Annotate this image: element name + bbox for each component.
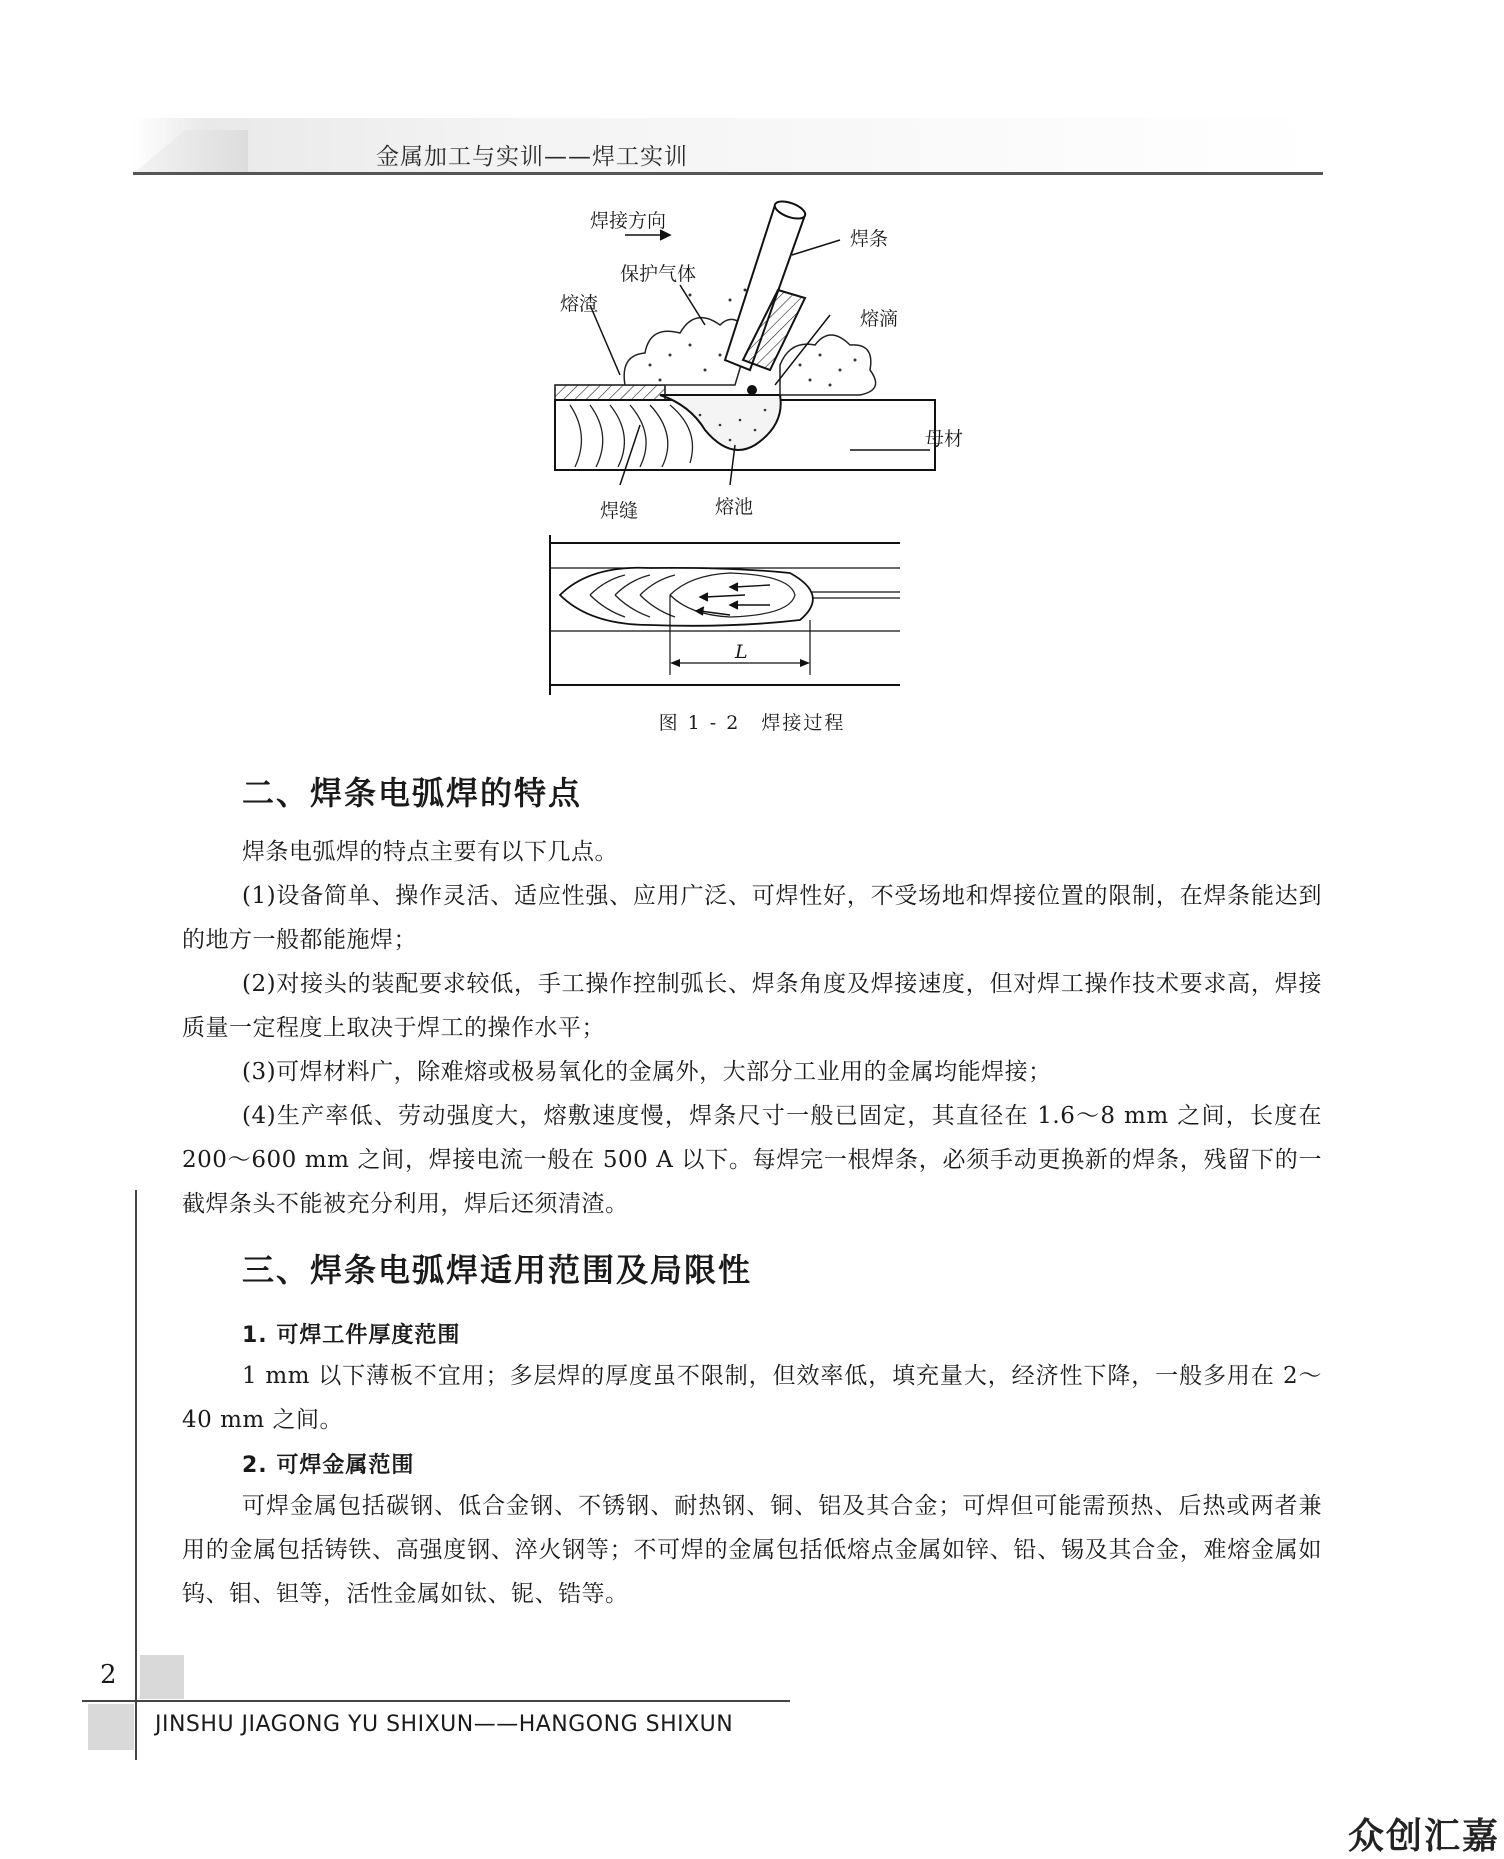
paragraph-item-4: (4)生产率低、劳动强度大，熔敷速度慢，焊条尺寸一般已固定，其直径在 1.6～8 mm 之间，长度在 200～600 mm 之间，焊接电流一般在 500 A 以下。每焊完一根焊条，必须手动更换新的焊条，残留下的一截焊条头不能被充分利用，焊后还须清渣。 [182, 1103, 1322, 1217]
paragraph-metals: 可焊金属包括碳钢、低合金钢、不锈钢、耐热钢、铜、铝及其合金；可焊但可能需预热、后热或两者兼用的金属包括铸铁、高强度钢、淬火钢等；不可焊的金属包括低熔点金属如锌、铅、锡及其合金，难熔金属如钨、钼、钽等，活性金属如钛、铌、锆等。 [182, 1493, 1322, 1607]
section-heading-characteristics: 二、焊条电弧焊的特点 [242, 774, 583, 812]
paragraph-intro: 焊条电弧焊的特点主要有以下几点。 [242, 839, 618, 865]
footer-square-decoration [88, 1704, 134, 1750]
plan-view-diagram [550, 535, 900, 695]
header-rule [133, 172, 1323, 175]
running-footer-title: JINSHU JIAGONG YU SHIXUN——HANGONG SHIXUN [155, 1712, 734, 1737]
label-base-metal: 母材 [925, 428, 964, 450]
electrode-rod [725, 198, 807, 370]
subheading-thickness: 1. 可焊工件厚度范围 [242, 1323, 461, 1348]
footer-square-decoration [140, 1655, 184, 1699]
figure-caption: 图 1 - 2 焊接过程 [658, 712, 846, 734]
droplet-dot [747, 385, 757, 395]
slag-layer [555, 385, 665, 400]
label-electrode: 焊条 [850, 228, 889, 250]
label-length: L [735, 641, 748, 663]
label-shield-gas: 保护气体 [620, 263, 697, 285]
label-molten-pool: 熔池 [715, 496, 754, 518]
footer-rule [82, 1700, 790, 1702]
label-welding-direction: 焊接方向 [590, 210, 667, 232]
paragraph-item-2: (2)对接头的装配要求较低，手工操作控制弧长、焊条角度及焊接速度，但对焊工操作技术要求高，焊接质量一定程度上取决于焊工的操作水平； [182, 971, 1322, 1041]
watermark-logo: 众创汇嘉 [1348, 1816, 1501, 1857]
label-weld-seam: 焊缝 [600, 500, 639, 522]
subheading-metals: 2. 可焊金属范围 [242, 1453, 415, 1478]
page-number: 2 [100, 1660, 117, 1690]
section-heading-scope: 三、焊条电弧焊适用范围及局限性 [242, 1251, 753, 1289]
welding-process-figure [530, 195, 990, 715]
paragraph-item-3: (3)可焊材料广，除难熔或极易氧化的金属外，大部分工业用的金属均能焊接； [242, 1059, 1052, 1085]
label-slag: 熔渣 [560, 293, 599, 315]
label-droplet: 熔滴 [860, 308, 899, 330]
paragraph-thickness: 1 mm 以下薄板不宜用；多层焊的厚度虽不限制，但效率低，填充量大，经济性下降，一般多用在 2～40 mm 之间。 [182, 1363, 1322, 1433]
header-band [133, 118, 1323, 174]
paragraph-item-1: (1)设备简单、操作灵活、适应性强、应用广泛、可焊性好，不受场地和焊接位置的限制，在焊条能达到的地方一般都能施焊； [182, 883, 1322, 953]
margin-rule [135, 1190, 137, 1760]
running-header-title: 金属加工与实训——焊工实训 [376, 144, 688, 170]
